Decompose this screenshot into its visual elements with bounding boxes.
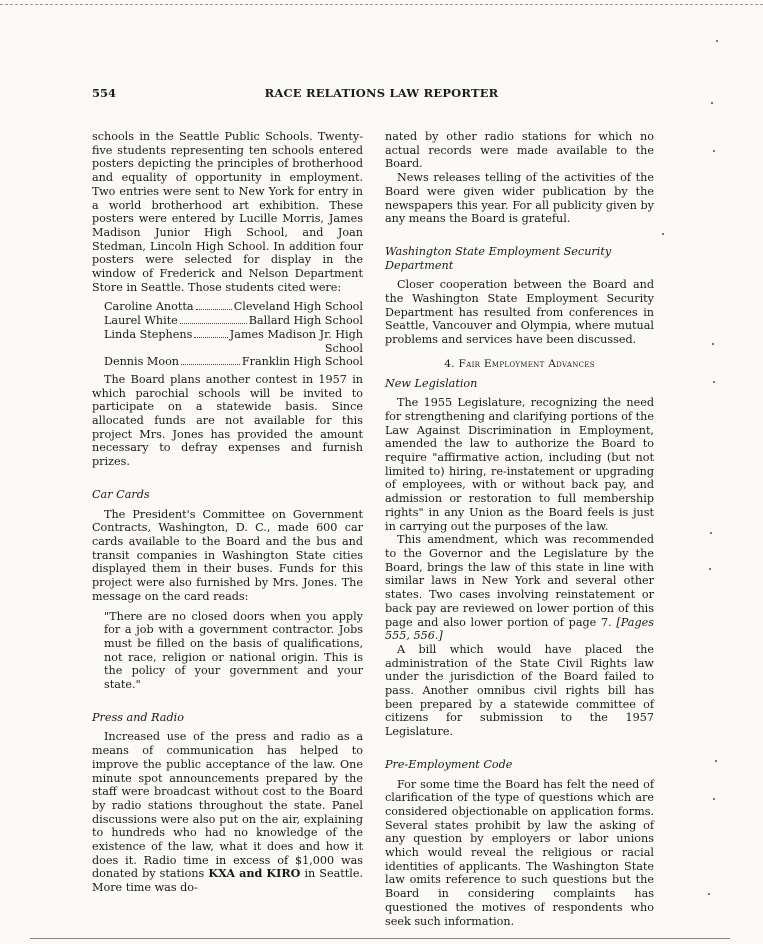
paragraph: schools in the Seattle Public Schools. Twenty-five students representing ten schools entered posters depicting the principles of brotherhood and equality of opportunity in employment. Two entries were sent to New York for entry in a world brotherhood art exhibition. These posters were entered by Lucille Morris, James Madison Junior High School, and Joan Stedman, Lincoln High School. In addition four posters were selected for display in the window of Frederick and Nelson Department Store in Seattle. Those students cited were: bbox=[92, 130, 363, 294]
dot-leader bbox=[194, 337, 227, 338]
dot-leader bbox=[196, 309, 232, 310]
bottom-rule bbox=[30, 938, 730, 939]
section-heading-pre-employment: Pre-Employment Code bbox=[385, 757, 513, 771]
student-row bbox=[104, 300, 363, 314]
section-heading-new-legislation: New Legislation bbox=[385, 376, 478, 390]
student-row bbox=[104, 355, 363, 369]
student-school: James Madison Jr. High bbox=[229, 327, 363, 341]
paragraph: For some time the Board has felt the need of clarification of the type of questions which are considered objectionable on application forms. Several states prohibit by law the asking of any question by employers or labor unions which would reveal the religious or racial identities of applicants. The Washington State law omits reference to such questions but the Board in considering complaints has questioned the motives of respondents who seek such information. bbox=[385, 777, 654, 928]
paragraph bbox=[385, 533, 654, 643]
paragraph: A bill which would have placed the administration of the State Civil Rights law under the jurisdiction of the Board failed to pass. Another omnibus civil rights bill has been prepared by a statewide committee of citizens for submission to the 1957 Legislature. bbox=[385, 642, 654, 739]
paragraph: Closer cooperation between the Board and the Washington State Employment Security Department has resulted from conferences in Seattle, Vancouver and Olympia, where mutual problems and services have been discussed. bbox=[385, 278, 654, 347]
conjunction: and bbox=[239, 866, 263, 881]
paragraph bbox=[92, 730, 363, 894]
student-school: Franklin High School bbox=[241, 355, 363, 369]
paragraph-text: This amendment, which was recommended to the Governor and the Legislature by the Board, brings the law of this state in line with similar laws in New York and several other states. Two cases involving reinstatement or back pay are reviewed on lower portion of this page and also lower portion of page 7. bbox=[385, 533, 654, 629]
paragraph: The President's Committee on Government Contracts, Washington, D. C., made 600 car cards available to the Board and the bus and transit companies in Washington State cities displayed them in their buses. Funds for this project were also furnished by Mrs. Jones. The message on the card reads: bbox=[92, 507, 363, 603]
paragraph-text: in Seattle. More time was do- bbox=[92, 867, 364, 895]
paragraph: The Board plans another contest in 1957 in which parochial schools will be invited to participate on a statewide basis. Since allocated funds are not available for this project Mrs. Jones has provided the amount necessary to defray expenses and furnish prizes. bbox=[92, 372, 363, 469]
student-name: Caroline Anotta bbox=[104, 300, 194, 314]
running-head: RACE RELATIONS LAW REPORTER bbox=[264, 86, 499, 100]
page-header bbox=[0, 86, 763, 104]
student-school-continued: School bbox=[324, 341, 363, 355]
quote-text: "There are no closed doors when you apply for a job with a government contractor. Jobs must be filled on the basis of qualifications, not race, religion or national origin. This is the policy of your government and your state." bbox=[104, 609, 363, 692]
section-heading-press-radio: Press and Radio bbox=[92, 710, 184, 724]
station-kiro: KIRO bbox=[266, 866, 301, 881]
left-column bbox=[92, 130, 363, 895]
paragraph: The 1955 Legislature, recognizing the need for strengthening and clarifying portions of the Law Against Discrimination in Employment, amended the law to authorize the Board to require "affirmative action, including (but not limited to) hiring, re-instatement or upgrading of employees, with or without back pay, and admission or restoration to full membership rights" in any Union as the Board feels is just in carrying out the purposes of the law. bbox=[385, 396, 654, 533]
students-list bbox=[104, 300, 363, 369]
dot-leader bbox=[180, 323, 247, 324]
dot-leader bbox=[181, 364, 240, 365]
student-school: Ballard High School bbox=[248, 314, 363, 328]
section-heading-wsesd: Washington State Employment Security Department bbox=[385, 244, 612, 272]
block-quote bbox=[104, 610, 363, 692]
station-kxa: KXA bbox=[208, 866, 236, 881]
student-school: Cleveland High School bbox=[233, 300, 363, 314]
student-row bbox=[104, 328, 363, 342]
paragraph-text: Increased use of the press and radio as a means of communication has helped to improve the public acceptance of the law. One minute spot announcements prepared by the staff were broadcast without cost to the Board by radio stations throughout the state. Panel discussions were also put on the air, explaining to hundreds who had no knowledge of the existence of the law, what it does and how it does it. Radio time in excess of $1,000 was donated by stations bbox=[92, 730, 363, 881]
section-heading-car-cards: Car Cards bbox=[92, 487, 150, 501]
student-name: Laurel White bbox=[104, 314, 178, 328]
student-row bbox=[104, 314, 363, 328]
top-dashed-rule bbox=[0, 4, 763, 5]
paragraph: nated by other radio stations for which no actual records were made available to the Board. bbox=[385, 130, 654, 171]
page-reference: [Pages 555, 556.] bbox=[385, 615, 654, 643]
paragraph: News releases telling of the activities of the Board were given wider publication by the newspapers this year. For all publicity given by any means the Board is grateful. bbox=[385, 171, 654, 226]
student-name: Dennis Moon bbox=[104, 355, 180, 369]
student-name: Linda Stephens bbox=[104, 327, 193, 341]
right-column bbox=[385, 130, 654, 928]
section-heading-fair-employment: 4. Fair Employment Advances bbox=[444, 357, 595, 370]
page-number: 554 bbox=[92, 86, 117, 100]
